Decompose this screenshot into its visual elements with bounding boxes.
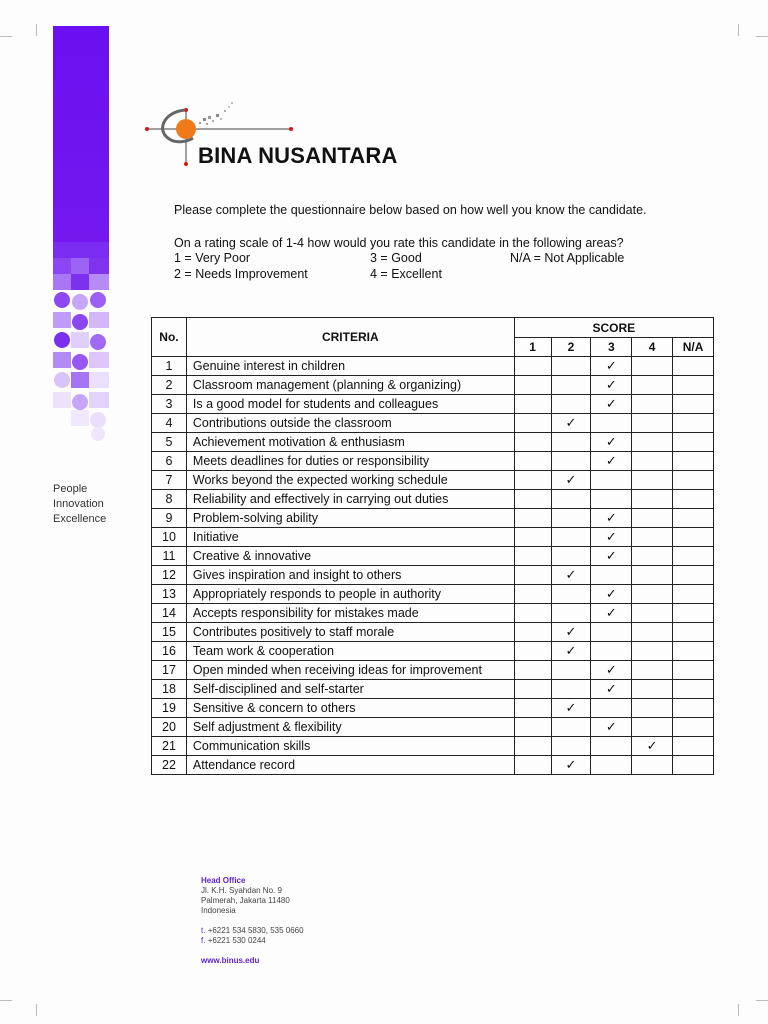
- score-cell[interactable]: [673, 414, 714, 433]
- score-cell[interactable]: [632, 756, 673, 775]
- score-cell[interactable]: [551, 395, 591, 414]
- score-cell[interactable]: [632, 623, 673, 642]
- score-cell[interactable]: [514, 718, 551, 737]
- score-cell[interactable]: [514, 547, 551, 566]
- score-cell[interactable]: [591, 471, 632, 490]
- score-cell[interactable]: [673, 433, 714, 452]
- fax-line: [201, 936, 304, 946]
- score-cell[interactable]: [514, 528, 551, 547]
- check-icon: ✓: [565, 415, 577, 430]
- crop-mark: [756, 1000, 768, 1001]
- brand-mosaic-graphic: [53, 242, 109, 442]
- score-cell[interactable]: [514, 680, 551, 699]
- score-cell[interactable]: [551, 680, 591, 699]
- row-number: 12: [152, 566, 187, 585]
- scale-1: 1 = Very Poor: [174, 251, 251, 265]
- row-criteria: Self-disciplined and self-starter: [186, 680, 514, 699]
- score-cell[interactable]: [551, 357, 591, 376]
- score-cell[interactable]: [514, 566, 551, 585]
- check-icon: ✓: [605, 529, 617, 544]
- header-score-3: 3: [591, 338, 632, 357]
- scale-3: 3 = Good: [370, 251, 422, 265]
- check-icon: ✓: [605, 453, 617, 468]
- score-cell[interactable]: [551, 585, 591, 604]
- score-cell[interactable]: [591, 566, 632, 585]
- score-cell[interactable]: [551, 566, 591, 585]
- table-row: [152, 623, 714, 642]
- header-no: No.: [152, 318, 187, 357]
- table-row: [152, 395, 714, 414]
- header-criteria: CRITERIA: [186, 318, 514, 357]
- score-cell[interactable]: [514, 642, 551, 661]
- score-cell[interactable]: [632, 680, 673, 699]
- score-cell[interactable]: [551, 376, 591, 395]
- check-icon: ✓: [605, 358, 617, 373]
- score-cell[interactable]: [632, 376, 673, 395]
- row-criteria: Genuine interest in children: [186, 357, 514, 376]
- check-icon: ✓: [605, 548, 617, 563]
- score-cell[interactable]: [591, 623, 632, 642]
- table-row: [152, 718, 714, 737]
- score-cell[interactable]: [632, 357, 673, 376]
- header-score-1: 1: [514, 338, 551, 357]
- website-link[interactable]: www.binus.edu: [201, 956, 260, 965]
- table-row: [152, 376, 714, 395]
- score-cell[interactable]: [514, 509, 551, 528]
- check-icon: ✓: [605, 377, 617, 392]
- table-row: [152, 680, 714, 699]
- crop-mark: [0, 1000, 12, 1001]
- score-cell[interactable]: [591, 585, 632, 604]
- check-icon: ✓: [565, 567, 577, 582]
- row-criteria: Classroom management (planning & organizing): [186, 376, 514, 395]
- score-cell[interactable]: [591, 642, 632, 661]
- score-cell[interactable]: [673, 585, 714, 604]
- rating-question: On a rating scale of 1-4 how would you rate this candidate in the following areas?: [174, 236, 624, 250]
- row-criteria: Initiative: [186, 528, 514, 547]
- score-cell[interactable]: [591, 490, 632, 509]
- table-row: [152, 509, 714, 528]
- score-cell[interactable]: [673, 699, 714, 718]
- score-cell[interactable]: [632, 471, 673, 490]
- tagline-line: Excellence: [53, 513, 107, 525]
- score-cell[interactable]: [514, 585, 551, 604]
- score-cell[interactable]: [591, 604, 632, 623]
- row-number: 2: [152, 376, 187, 395]
- score-cell[interactable]: [632, 737, 673, 756]
- check-icon: ✓: [605, 510, 617, 525]
- row-number: 1: [152, 357, 187, 376]
- score-cell[interactable]: [632, 395, 673, 414]
- row-number: 18: [152, 680, 187, 699]
- rating-scale-legend: [174, 251, 694, 285]
- score-cell[interactable]: [551, 547, 591, 566]
- check-icon: ✓: [605, 586, 617, 601]
- score-cell[interactable]: [591, 718, 632, 737]
- score-cell[interactable]: [673, 547, 714, 566]
- table-row: [152, 490, 714, 509]
- score-cell[interactable]: [514, 623, 551, 642]
- crop-mark: [738, 1004, 739, 1016]
- table-row: [152, 547, 714, 566]
- check-icon: ✓: [605, 434, 617, 449]
- row-criteria: Meets deadlines for duties or responsibility: [186, 452, 514, 471]
- check-icon: ✓: [565, 643, 577, 658]
- score-cell[interactable]: [591, 528, 632, 547]
- row-criteria: Self adjustment & flexibility: [186, 718, 514, 737]
- score-cell[interactable]: [514, 490, 551, 509]
- score-cell[interactable]: [591, 547, 632, 566]
- row-criteria: Contributes positively to staff morale: [186, 623, 514, 642]
- score-cell[interactable]: [551, 452, 591, 471]
- table-row: [152, 661, 714, 680]
- row-criteria: Reliability and effectively in carrying out duties: [186, 490, 514, 509]
- row-criteria: Achievement motivation & enthusiasm: [186, 433, 514, 452]
- score-cell[interactable]: [591, 395, 632, 414]
- score-cell[interactable]: [632, 642, 673, 661]
- score-cell[interactable]: [514, 433, 551, 452]
- check-icon: ✓: [646, 738, 658, 753]
- address-line: Indonesia: [201, 906, 236, 915]
- row-criteria: Attendance record: [186, 756, 514, 775]
- tagline-line: Innovation: [53, 498, 104, 510]
- score-cell[interactable]: [551, 661, 591, 680]
- row-criteria: Works beyond the expected working schedule: [186, 471, 514, 490]
- fax-label: f.: [201, 936, 206, 945]
- row-criteria: Appropriately responds to people in authority: [186, 585, 514, 604]
- footer-contact: [201, 876, 304, 966]
- table-row: [152, 566, 714, 585]
- row-criteria: Communication skills: [186, 737, 514, 756]
- table-row: [152, 756, 714, 775]
- score-cell[interactable]: [551, 604, 591, 623]
- score-cell[interactable]: [514, 737, 551, 756]
- score-cell[interactable]: [591, 509, 632, 528]
- row-number: 19: [152, 699, 187, 718]
- table-row: [152, 414, 714, 433]
- score-cell[interactable]: [551, 737, 591, 756]
- score-cell[interactable]: [673, 737, 714, 756]
- table-row: [152, 433, 714, 452]
- crop-mark: [0, 36, 12, 37]
- row-number: 3: [152, 395, 187, 414]
- row-number: 9: [152, 509, 187, 528]
- score-cell[interactable]: [551, 718, 591, 737]
- score-cell[interactable]: [673, 661, 714, 680]
- fax-number: +6221 530 0244: [207, 936, 266, 945]
- score-cell[interactable]: [673, 490, 714, 509]
- address-line: Palmerah, Jakarta 11480: [201, 896, 290, 905]
- score-cell[interactable]: [632, 414, 673, 433]
- table-row: [152, 699, 714, 718]
- score-cell[interactable]: [673, 756, 714, 775]
- score-cell[interactable]: [673, 357, 714, 376]
- table-row: [152, 452, 714, 471]
- check-icon: ✓: [565, 624, 577, 639]
- row-criteria: Contributions outside the classroom: [186, 414, 514, 433]
- score-cell[interactable]: [632, 433, 673, 452]
- crop-mark: [756, 36, 768, 37]
- phone-label: t.: [201, 926, 206, 935]
- row-number: 20: [152, 718, 187, 737]
- table-row: [152, 528, 714, 547]
- rating-table: [151, 317, 714, 775]
- row-criteria: Creative & innovative: [186, 547, 514, 566]
- table-row: [152, 642, 714, 661]
- instructions: [174, 202, 647, 251]
- tagline-line: People: [53, 483, 88, 495]
- header-score: SCORE: [514, 318, 713, 338]
- rating-rows: [152, 357, 714, 775]
- row-criteria: Problem-solving ability: [186, 509, 514, 528]
- check-icon: ✓: [605, 662, 617, 677]
- check-icon: ✓: [565, 757, 577, 772]
- phone-line: [201, 926, 304, 936]
- check-icon: ✓: [565, 700, 577, 715]
- score-cell[interactable]: [632, 509, 673, 528]
- brand-tagline: [53, 482, 106, 527]
- score-cell[interactable]: [673, 528, 714, 547]
- row-number: 14: [152, 604, 187, 623]
- score-cell[interactable]: [514, 357, 551, 376]
- row-criteria: Gives inspiration and insight to others: [186, 566, 514, 585]
- crop-mark: [738, 24, 739, 36]
- check-icon: ✓: [605, 605, 617, 620]
- score-cell[interactable]: [673, 642, 714, 661]
- score-cell[interactable]: [551, 433, 591, 452]
- brand-name: BINA NUSANTARA: [198, 143, 398, 168]
- score-cell[interactable]: [514, 699, 551, 718]
- check-icon: ✓: [605, 396, 617, 411]
- score-cell[interactable]: [673, 471, 714, 490]
- scale-4: 4 = Excellent: [370, 267, 442, 281]
- row-criteria: Is a good model for students and colleagues: [186, 395, 514, 414]
- score-cell[interactable]: [551, 642, 591, 661]
- score-cell[interactable]: [551, 756, 591, 775]
- row-number: 13: [152, 585, 187, 604]
- score-cell[interactable]: [551, 623, 591, 642]
- header-score-na: N/A: [673, 338, 714, 357]
- score-cell[interactable]: [632, 585, 673, 604]
- row-number: 22: [152, 756, 187, 775]
- score-cell[interactable]: [673, 718, 714, 737]
- score-cell[interactable]: [591, 414, 632, 433]
- brand-sidebar-bar: [53, 26, 109, 242]
- row-number: 11: [152, 547, 187, 566]
- row-number: 6: [152, 452, 187, 471]
- row-number: 16: [152, 642, 187, 661]
- phone-number: +6221 534 5830, 535 0660: [207, 926, 304, 935]
- score-cell[interactable]: [591, 661, 632, 680]
- header-score-2: 2: [551, 338, 591, 357]
- row-criteria: Open minded when receiving ideas for improvement: [186, 661, 514, 680]
- score-cell[interactable]: [632, 490, 673, 509]
- score-cell[interactable]: [551, 471, 591, 490]
- score-cell[interactable]: [632, 566, 673, 585]
- row-number: 17: [152, 661, 187, 680]
- score-cell[interactable]: [514, 452, 551, 471]
- score-cell[interactable]: [514, 604, 551, 623]
- table-row: [152, 604, 714, 623]
- score-cell[interactable]: [632, 547, 673, 566]
- score-cell[interactable]: [551, 414, 591, 433]
- score-cell[interactable]: [673, 395, 714, 414]
- crop-mark: [36, 1004, 37, 1016]
- row-number: 21: [152, 737, 187, 756]
- score-cell[interactable]: [551, 490, 591, 509]
- score-cell[interactable]: [632, 661, 673, 680]
- score-cell[interactable]: [673, 623, 714, 642]
- score-cell[interactable]: [591, 756, 632, 775]
- score-cell[interactable]: [514, 395, 551, 414]
- score-cell[interactable]: [514, 376, 551, 395]
- score-cell[interactable]: [551, 699, 591, 718]
- score-cell[interactable]: [514, 756, 551, 775]
- row-number: 7: [152, 471, 187, 490]
- score-cell[interactable]: [632, 528, 673, 547]
- crop-mark: [36, 24, 37, 36]
- score-cell[interactable]: [514, 414, 551, 433]
- table-row: [152, 737, 714, 756]
- address-line: Jl. K.H. Syahdan No. 9: [201, 886, 282, 895]
- row-number: 15: [152, 623, 187, 642]
- score-cell[interactable]: [673, 566, 714, 585]
- check-icon: ✓: [565, 472, 577, 487]
- score-cell[interactable]: [632, 718, 673, 737]
- row-number: 10: [152, 528, 187, 547]
- head-office-label: Head Office: [201, 876, 246, 885]
- score-cell[interactable]: [514, 471, 551, 490]
- score-cell[interactable]: [551, 528, 591, 547]
- row-criteria: Sensitive & concern to others: [186, 699, 514, 718]
- header-score-4: 4: [632, 338, 673, 357]
- row-number: 8: [152, 490, 187, 509]
- score-cell[interactable]: [551, 509, 591, 528]
- score-cell[interactable]: [673, 680, 714, 699]
- score-cell[interactable]: [591, 376, 632, 395]
- check-icon: ✓: [605, 719, 617, 734]
- score-cell[interactable]: [591, 680, 632, 699]
- score-cell[interactable]: [673, 376, 714, 395]
- score-cell[interactable]: [673, 452, 714, 471]
- instruction-line: Please complete the questionnaire below based on how well you know the candidate.: [174, 203, 647, 217]
- check-icon: ✓: [605, 681, 617, 696]
- score-cell[interactable]: [514, 661, 551, 680]
- score-cell[interactable]: [632, 699, 673, 718]
- score-cell[interactable]: [632, 452, 673, 471]
- score-cell[interactable]: [673, 509, 714, 528]
- row-criteria: Team work & cooperation: [186, 642, 514, 661]
- score-cell[interactable]: [591, 452, 632, 471]
- score-cell[interactable]: [632, 604, 673, 623]
- score-cell[interactable]: [591, 433, 632, 452]
- score-cell[interactable]: [591, 357, 632, 376]
- row-number: 5: [152, 433, 187, 452]
- score-cell[interactable]: [673, 604, 714, 623]
- scale-na: N/A = Not Applicable: [510, 251, 625, 265]
- score-cell[interactable]: [591, 699, 632, 718]
- table-row: [152, 585, 714, 604]
- score-cell[interactable]: [591, 737, 632, 756]
- row-criteria: Accepts responsibility for mistakes made: [186, 604, 514, 623]
- table-row: [152, 471, 714, 490]
- scale-2: 2 = Needs Improvement: [174, 267, 308, 281]
- row-number: 4: [152, 414, 187, 433]
- table-row: [152, 357, 714, 376]
